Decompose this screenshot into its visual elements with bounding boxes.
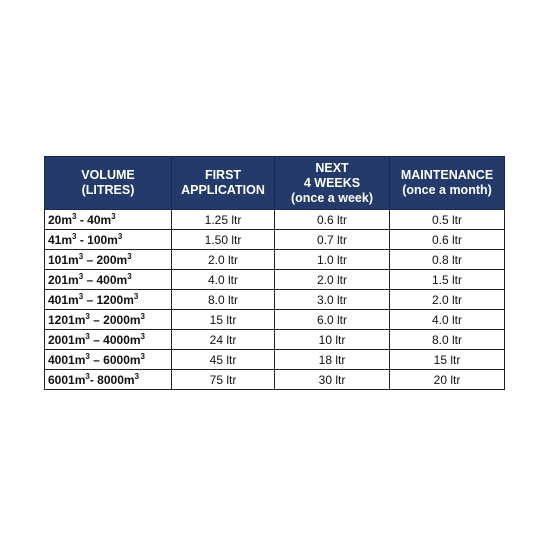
- first-application-cell: 15 ltr: [172, 310, 275, 330]
- next-4-weeks-cell: 18 ltr: [275, 350, 390, 370]
- table-row: [45, 330, 505, 350]
- first-application-cell: 1.25 ltr: [172, 210, 275, 230]
- volume-from: 201m: [48, 272, 79, 287]
- table-row: [45, 250, 505, 270]
- maintenance-cell: 4.0 ltr: [390, 310, 505, 330]
- header-line: FIRST: [204, 168, 242, 182]
- volume-to: 8000m: [97, 372, 135, 387]
- header-line: MAINTENANCE: [400, 168, 494, 182]
- cubic-superscript: 3: [72, 211, 77, 221]
- volume-to: 1200m: [96, 292, 134, 307]
- cubic-superscript: 3: [85, 311, 90, 321]
- header-line: (once a week): [291, 190, 373, 205]
- maintenance-cell: 15 ltr: [390, 350, 505, 370]
- volume-separator: -: [89, 372, 98, 387]
- cubic-superscript: 3: [78, 271, 84, 281]
- volume-cell: [45, 210, 172, 230]
- volume-to: 2000m: [103, 312, 141, 327]
- next-4-weeks-cell: 30 ltr: [275, 370, 390, 390]
- cubic-superscript: 3: [133, 291, 139, 301]
- next-4-weeks-cell: 1.0 ltr: [275, 250, 390, 270]
- header-row: [45, 157, 505, 210]
- header-first-application: [172, 157, 275, 210]
- volume-cell: [45, 310, 172, 330]
- volume-from: 2001m: [48, 332, 86, 347]
- volume-from: 4001m: [48, 352, 86, 367]
- first-application-cell: 75 ltr: [172, 370, 275, 390]
- header-line: NEXT: [315, 160, 349, 175]
- cubic-superscript: 3: [117, 231, 123, 241]
- first-application-cell: 24 ltr: [172, 330, 275, 350]
- cubic-superscript: 3: [127, 271, 132, 281]
- first-application-cell: 2.0 ltr: [172, 250, 275, 270]
- next-4-weeks-cell: 0.6 ltr: [275, 210, 390, 230]
- header-volume: [45, 157, 172, 210]
- header-line: (LITRES): [81, 183, 135, 197]
- cubic-superscript: 3: [78, 291, 84, 301]
- header-line: VOLUME: [81, 168, 135, 182]
- volume-cell: [45, 250, 172, 270]
- volume-to: 400m: [96, 272, 128, 287]
- volume-separator: –: [83, 272, 97, 287]
- volume-to: 6000m: [103, 352, 141, 367]
- volume-cell: [45, 330, 172, 350]
- next-4-weeks-cell: 2.0 ltr: [275, 270, 390, 290]
- volume-to: 200m: [96, 252, 128, 267]
- cubic-superscript: 3: [127, 251, 132, 261]
- volume-to: 4000m: [103, 332, 141, 347]
- volume-to: 40m: [87, 212, 112, 227]
- maintenance-cell: 0.6 ltr: [390, 230, 505, 250]
- volume-separator: –: [89, 332, 104, 347]
- volume-separator: -: [76, 212, 88, 227]
- first-application-cell: 8.0 ltr: [172, 290, 275, 310]
- table-row: [45, 370, 505, 390]
- table-header: [45, 157, 505, 210]
- volume-to: 100m: [87, 232, 118, 247]
- next-4-weeks-cell: 3.0 ltr: [275, 290, 390, 310]
- next-4-weeks-cell: 10 ltr: [275, 330, 390, 350]
- dosage-table-container: [44, 156, 504, 390]
- header-maintenance: [390, 157, 505, 210]
- cubic-superscript: 3: [111, 211, 116, 221]
- cubic-superscript: 3: [140, 351, 145, 361]
- table-row: [45, 310, 505, 330]
- volume-cell: [45, 230, 172, 250]
- table-body: [45, 210, 505, 390]
- header-line: (once a month): [402, 183, 492, 197]
- volume-separator: –: [89, 352, 104, 367]
- maintenance-cell: 1.5 ltr: [390, 270, 505, 290]
- volume-cell: [45, 270, 172, 290]
- volume-separator: –: [83, 252, 97, 267]
- table-row: [45, 230, 505, 250]
- next-4-weeks-cell: 6.0 ltr: [275, 310, 390, 330]
- maintenance-cell: 20 ltr: [390, 370, 505, 390]
- cubic-superscript: 3: [134, 371, 139, 381]
- cubic-superscript: 3: [85, 331, 90, 341]
- first-application-cell: 4.0 ltr: [172, 270, 275, 290]
- maintenance-cell: 8.0 ltr: [390, 330, 505, 350]
- table-row: [45, 290, 505, 310]
- header-line: APPLICATION: [181, 183, 265, 197]
- volume-from: 401m: [48, 292, 79, 307]
- maintenance-cell: 2.0 ltr: [390, 290, 505, 310]
- maintenance-cell: 0.8 ltr: [390, 250, 505, 270]
- header-line: 4 WEEKS: [303, 175, 361, 190]
- volume-cell: [45, 370, 172, 390]
- volume-from: 20m: [48, 212, 73, 227]
- cubic-superscript: 3: [140, 311, 145, 321]
- volume-from: 41m: [48, 232, 73, 247]
- cubic-superscript: 3: [85, 371, 90, 381]
- volume-from: 1201m: [48, 312, 86, 327]
- first-application-cell: 45 ltr: [172, 350, 275, 370]
- volume-from: 101m: [48, 252, 79, 267]
- volume-from: 6001m: [48, 372, 86, 387]
- cubic-superscript: 3: [85, 351, 90, 361]
- table-row: [45, 270, 505, 290]
- table-row: [45, 350, 505, 370]
- volume-cell: [45, 290, 172, 310]
- volume-cell: [45, 350, 172, 370]
- cubic-superscript: 3: [140, 331, 145, 341]
- first-application-cell: 1.50 ltr: [172, 230, 275, 250]
- next-4-weeks-cell: 0.7 ltr: [275, 230, 390, 250]
- dosage-table: [44, 156, 505, 390]
- volume-separator: –: [83, 292, 97, 307]
- table-row: [45, 210, 505, 230]
- volume-separator: –: [89, 312, 104, 327]
- cubic-superscript: 3: [78, 251, 84, 261]
- volume-separator: -: [76, 232, 88, 247]
- maintenance-cell: 0.5 ltr: [390, 210, 505, 230]
- header-next-4-weeks: [275, 157, 390, 210]
- cubic-superscript: 3: [72, 231, 77, 241]
